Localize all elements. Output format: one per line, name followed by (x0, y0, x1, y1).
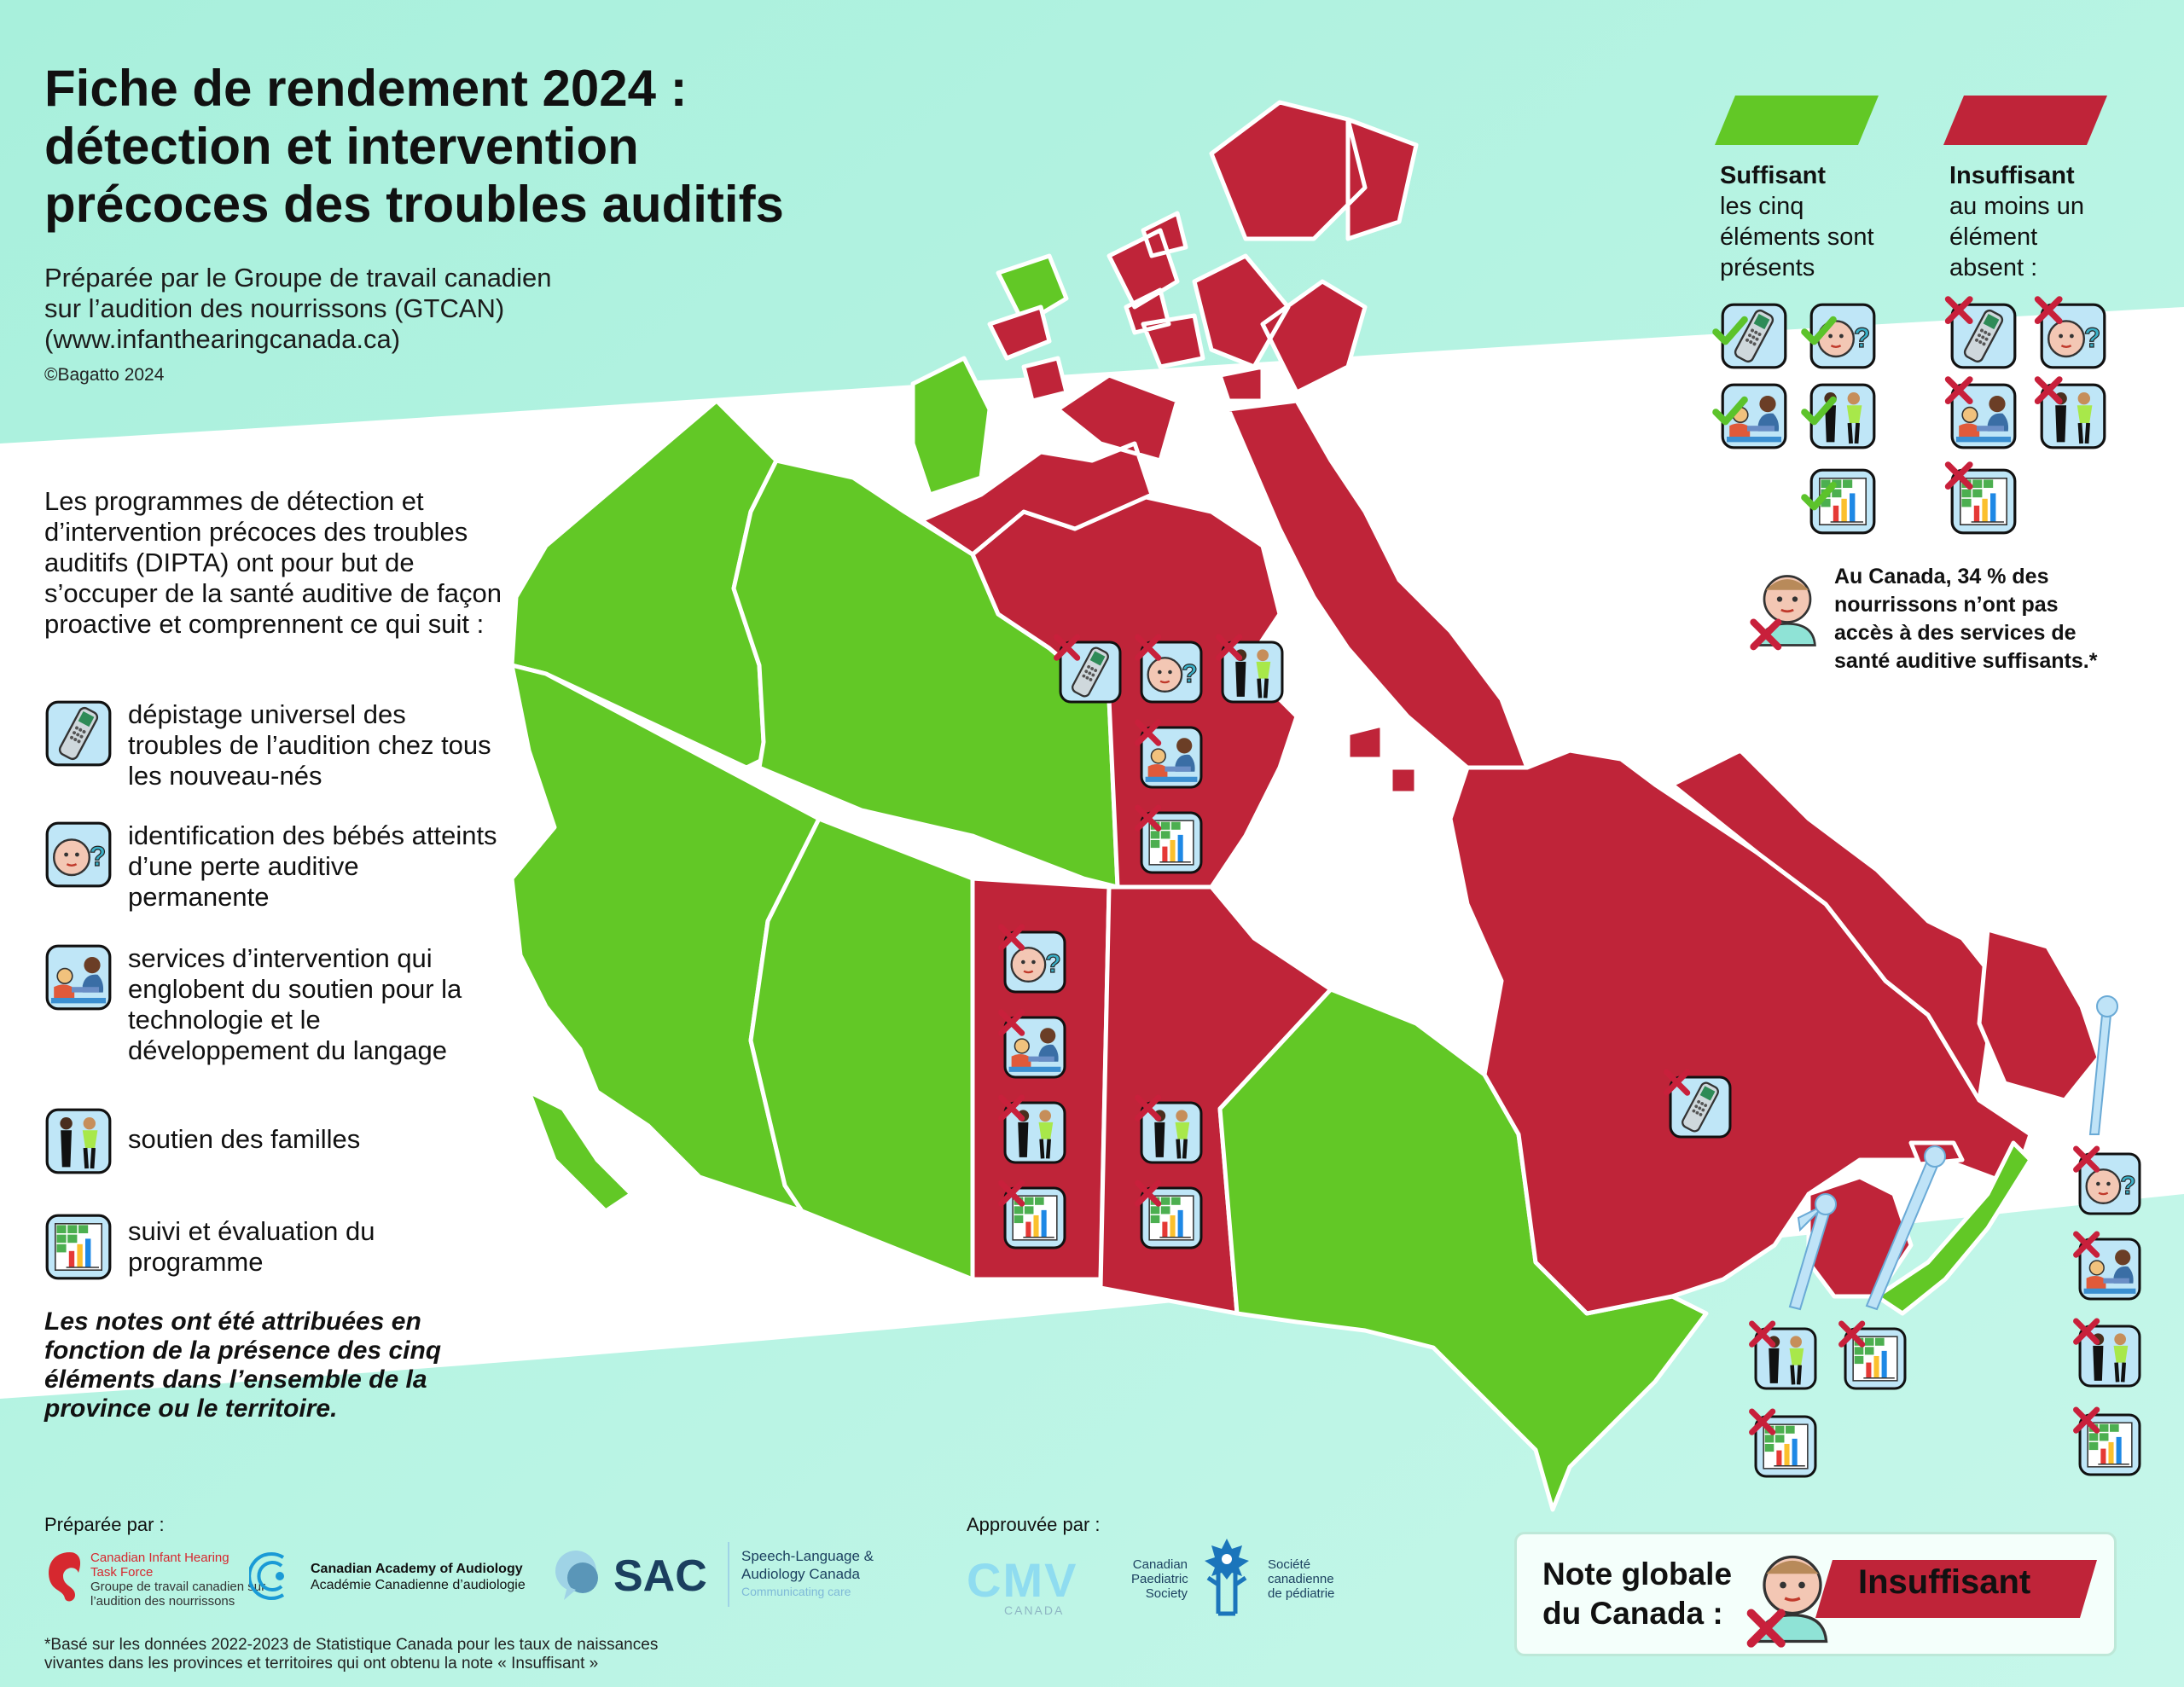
legend-sufficient-desc: présents (1720, 254, 1815, 281)
program-evaluation-icon (44, 1213, 113, 1281)
rating-note: Les notes ont été attribuées en fonction de la présence des cinq éléments dans l’ensemble de la province ou le territoire. (44, 1307, 442, 1423)
svg-text:?: ? (1853, 322, 1871, 353)
hearing-screener-icon-graphic (44, 699, 113, 768)
legend-insufficient-desc: élément (1949, 223, 2038, 251)
pei-evaluation-cross-icon (1843, 1326, 1908, 1391)
newfoundland-family-cross-icon-graphic (2077, 1324, 2142, 1388)
legend-family-cross-icon (2039, 382, 2107, 450)
cihtf-name-line: Canadian Infant Hearing (90, 1551, 229, 1565)
baby-cross-stat-icon (1749, 568, 1826, 653)
quebec-screener-cross-icon (1668, 1075, 1733, 1139)
legend-baby-check-icon-graphic (1809, 302, 1877, 370)
nunavut-screener-cross-icon (1058, 640, 1123, 704)
legend-screener-cross-icon-graphic (1949, 302, 2018, 370)
component-label: soutien des familles (128, 1124, 361, 1154)
caa-sound-icon (249, 1551, 297, 1602)
sac-acronym: SAC (613, 1551, 707, 1601)
legend-screener-cross-icon (1949, 302, 2018, 370)
legend-sufficient-desc: les cinq (1720, 193, 1804, 220)
sac-bubble-icon (550, 1547, 605, 1602)
legend-baby-check-icon (1809, 302, 1877, 370)
caa-logo (249, 1545, 556, 1605)
nunavut-intervention-cross-icon-graphic (1139, 725, 1204, 790)
footnote-line-2: vivantes dans les provinces et territoires qui ont obtenu la note « Insuffisant » (44, 1655, 599, 1673)
cps-name-fr: canadienne (1268, 1572, 1334, 1586)
cps-name-en: Society (1145, 1586, 1188, 1601)
legend-insufficient-desc: absent : (1949, 254, 2038, 281)
newfoundland-baby-cross-icon-graphic (2077, 1151, 2142, 1216)
legend-evaluation-cross-icon-graphic (1949, 467, 2018, 536)
legend-sufficient-swatch (1715, 96, 1879, 145)
saskatchewan-intervention-cross-icon (1002, 1015, 1067, 1080)
overall-baby-cross-icon-graphic (1745, 1546, 1839, 1652)
cihtf-name-line: Task Force (90, 1565, 154, 1580)
canada-stat: Au Canada, 34 % des nourrissons n’ont pas accès à des services de santé auditive suffisants.* (1834, 565, 2098, 673)
nunavut-screener-cross-icon-graphic (1058, 640, 1123, 704)
legend-sufficient (1720, 160, 1874, 283)
manitoba-family-cross-icon-graphic (1139, 1100, 1204, 1165)
legend-insufficient-swatch (1943, 96, 2107, 145)
region-alberta (751, 819, 973, 1279)
legend-insufficient-desc: au moins un (1949, 193, 2084, 220)
newfoundland-intervention-cross-icon (2077, 1237, 2142, 1301)
cmv-canada-logo (967, 1552, 1112, 1620)
legend-intervention-cross-icon (1949, 382, 2018, 450)
component-evaluation (44, 1213, 522, 1281)
prepared-by-label: Préparée par : (44, 1514, 165, 1535)
nunavut-evaluation-cross-icon (1139, 810, 1204, 875)
approved-by-label: Approuvée par : (967, 1514, 1101, 1535)
legend-swatches (1715, 96, 2158, 148)
component-label: dépistage universel des troubles de l’audition chez tous les nouveau-nés (128, 699, 491, 791)
saskatchewan-baby-cross-icon (1002, 930, 1067, 994)
legend-intervention-check-icon-graphic (1720, 382, 1788, 450)
saskatchewan-evaluation-cross-icon-graphic (1002, 1186, 1067, 1250)
sac-tagline: Communicating care (741, 1585, 851, 1598)
legend-insufficient-label: Insuffisant (1949, 162, 2075, 189)
footnote-line-1: *Basé sur les données 2022-2023 de Statistique Canada pour les taux de naissances (44, 1636, 659, 1654)
family-support-icon-graphic (44, 1107, 113, 1175)
title-line-3: précoces des troubles auditifs (44, 176, 784, 233)
saskatchewan-intervention-cross-icon-graphic (1002, 1015, 1067, 1080)
nunavut-evaluation-cross-icon-graphic (1139, 810, 1204, 875)
new-brunswick-evaluation-cross-icon (1753, 1414, 1818, 1479)
overall-label-line: du Canada : (1542, 1596, 1723, 1631)
baby-question-icon-graphic (44, 820, 113, 889)
component-label: suivi et évaluation du programme (128, 1216, 375, 1277)
saskatchewan-family-cross-icon-graphic (1002, 1100, 1067, 1165)
cmv-canada-label: CANADA (1004, 1603, 1065, 1617)
overall-grade-label (1542, 1555, 1732, 1633)
family-support-icon (44, 1107, 113, 1175)
overall-grade-value: Insuffisant (1858, 1563, 2031, 1601)
page-title (44, 60, 784, 234)
pei-evaluation-cross-icon-graphic (1843, 1326, 1908, 1391)
overall-label-line: Note globale (1542, 1557, 1733, 1591)
quebec-screener-cross-icon-graphic (1668, 1075, 1733, 1139)
legend-sufficient-desc: éléments sont (1720, 223, 1874, 251)
overall-grade-box (1514, 1532, 2117, 1656)
legend-baby-cross-icon (2039, 302, 2107, 370)
component-family-support (44, 1107, 522, 1175)
newfoundland-family-cross-icon (2077, 1324, 2142, 1388)
cps-name-fr: Société (1268, 1557, 1311, 1572)
saskatchewan-family-cross-icon (1002, 1100, 1067, 1165)
svg-text:?: ? (1045, 949, 1061, 979)
nunavut-intervention-cross-icon (1139, 725, 1204, 790)
svg-text:?: ? (1182, 659, 1198, 689)
manitoba-evaluation-cross-icon-graphic (1139, 1186, 1204, 1250)
nunavut-baby-cross-icon-graphic (1139, 640, 1204, 704)
legend-screener-check-icon (1720, 302, 1788, 370)
sac-name-line: Audiology Canada (741, 1566, 860, 1582)
nunavut-baby-cross-icon (1139, 640, 1204, 704)
newfoundland-intervention-cross-icon-graphic (2077, 1237, 2142, 1301)
newfoundland-evaluation-cross-icon (2077, 1412, 2142, 1477)
legend-evaluation-check-icon (1809, 467, 1877, 536)
legend-baby-cross-icon-graphic (2039, 302, 2107, 370)
component-identification (44, 820, 522, 913)
nunavut-family-cross-icon-graphic (1220, 640, 1285, 704)
legend-intervention-cross-icon-graphic (1949, 382, 2018, 450)
newfoundland-baby-cross-icon (2077, 1151, 2142, 1216)
intervention-services-icon-graphic (44, 943, 113, 1012)
region-newfoundland (1979, 930, 2099, 1100)
footnote (44, 1636, 658, 1673)
saskatchewan-evaluation-cross-icon (1002, 1186, 1067, 1250)
intro-text: Les programmes de détection et d’intervention précoces des troubles auditifs (DIPTA) ont pour but de s’occuper de la santé auditive de façon proactive et comprennent ce qui suit : (44, 486, 502, 639)
overall-baby-cross-icon (1745, 1546, 1839, 1652)
sac-name-line: Speech-Language & (741, 1548, 874, 1564)
copyright: ©Bagatto 2024 (44, 365, 165, 385)
title-line-1: Fiche de rendement 2024 : (44, 60, 688, 117)
caa-name-fr: Académie Canadienne d’audiologie (311, 1578, 526, 1592)
subtitle-line-2: sur l’audition des nourrissons (GTCAN) (44, 293, 505, 323)
legend-family-check-icon-graphic (1809, 382, 1877, 450)
newfoundland-evaluation-cross-icon-graphic (2077, 1412, 2142, 1477)
new-brunswick-family-cross-icon-graphic (1753, 1326, 1818, 1391)
manitoba-family-cross-icon (1139, 1100, 1204, 1165)
cps-name-fr: de pédiatrie (1268, 1586, 1335, 1601)
baby-question-icon (44, 820, 113, 889)
cmv-wordmark: CMV (967, 1553, 1078, 1607)
subtitle-website: (www.infanthearingcanada.ca) (44, 324, 401, 354)
cihtf-name-line: Groupe de travail canadien sur (90, 1580, 266, 1594)
cps-name-en: Paediatric (1131, 1572, 1188, 1586)
legend-insufficient (1949, 160, 2084, 283)
subtitle (44, 263, 552, 355)
cihtf-ear-icon (44, 1549, 87, 1603)
new-brunswick-evaluation-cross-icon-graphic (1753, 1414, 1818, 1479)
legend-evaluation-check-icon-graphic (1809, 467, 1877, 536)
title-line-2: détection et intervention (44, 118, 639, 175)
nunavut-family-cross-icon (1220, 640, 1285, 704)
caa-name-en: Canadian Academy of Audiology (311, 1562, 523, 1576)
svg-text:?: ? (89, 840, 107, 872)
intervention-services-icon (44, 943, 113, 1012)
legend-sufficient-label: Suffisant (1720, 162, 1827, 189)
cps-logo (1131, 1535, 1336, 1620)
component-label: services d’intervention qui englobent du soutien pour la technologie et le développement du langage (128, 943, 462, 1065)
component-label: identification des bébés atteints d’une perte auditive permanente (128, 820, 497, 912)
baby-cross-stat-icon-graphic (1749, 568, 1826, 653)
cps-name-en: Canadian (1132, 1557, 1188, 1572)
cps-maple-child-icon (1193, 1535, 1261, 1620)
hearing-screener-icon (44, 699, 113, 768)
svg-text:?: ? (2120, 1171, 2136, 1201)
component-screening (44, 699, 522, 791)
program-evaluation-icon-graphic (44, 1213, 113, 1281)
legend-screener-check-icon-graphic (1720, 302, 1788, 370)
legend-evaluation-cross-icon (1949, 467, 2018, 536)
new-brunswick-family-cross-icon (1753, 1326, 1818, 1391)
legend-family-check-icon (1809, 382, 1877, 450)
sac-logo (550, 1542, 909, 1610)
legend-family-cross-icon-graphic (2039, 382, 2107, 450)
svg-text:?: ? (2083, 322, 2101, 353)
region-bc-island (529, 1092, 631, 1211)
saskatchewan-baby-cross-icon-graphic (1002, 930, 1067, 994)
legend-intervention-check-icon (1720, 382, 1788, 450)
manitoba-evaluation-cross-icon (1139, 1186, 1204, 1250)
cihtf-name-line: l’audition des nourrissons (90, 1594, 235, 1609)
component-intervention (44, 943, 522, 1066)
subtitle-line-1: Préparée par le Groupe de travail canadien (44, 263, 552, 293)
